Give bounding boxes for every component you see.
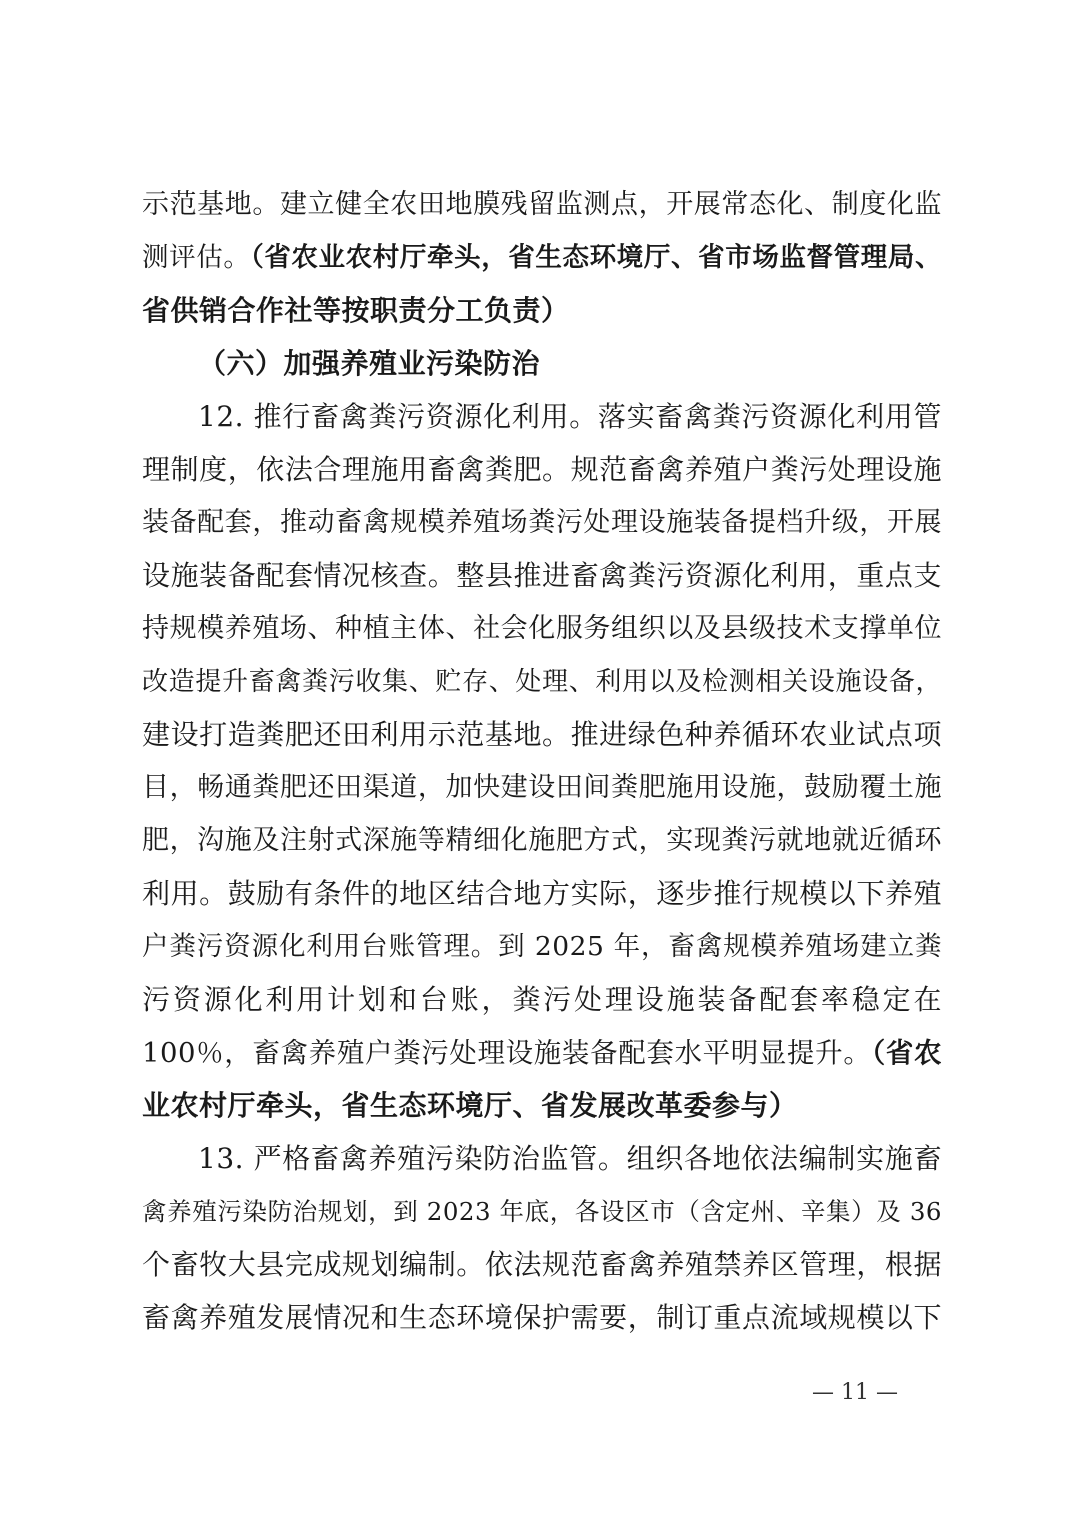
paragraph-line [142, 1298, 942, 1338]
section-heading-text: （六）加强养殖业污染防治 [198, 347, 541, 380]
page-number: — 11 — [812, 1380, 898, 1405]
paragraph-line [142, 715, 942, 755]
section-heading [198, 344, 942, 384]
line-text: 改造提升畜禽粪污收集、贮存、处理、利用以及检测相关设施设备， [142, 667, 942, 697]
responsibility-note: （省农 [871, 1037, 942, 1069]
line-text: 禽养殖污染防治规划，到 2023 年底，各设区市（含定州、辛集）及 36 [142, 1197, 942, 1226]
line-text: 13. 严格畜禽养殖污染防治监管。组织各地依法编制实施畜 [198, 1142, 942, 1175]
line-text: 测评估。 [142, 242, 251, 273]
paragraph-line [142, 1245, 942, 1285]
paragraph-line [142, 1192, 942, 1232]
paragraph-line [142, 980, 942, 1020]
paragraph-line [142, 1086, 942, 1126]
line-text: 个畜牧大县完成规划编制。依法规范畜禽养殖禁养区管理，根据 [142, 1248, 942, 1281]
line-text: 示范基地。建立健全农田地膜残留监测点，开展常态化、制度化监 [142, 189, 942, 220]
line-text: 装备配套，推动畜禽规模养殖场粪污处理设施装备提档升级，开展 [142, 507, 942, 538]
line-text: 利用。鼓励有条件的地区结合地方实际，逐步推行规模以下养殖 [142, 877, 942, 910]
paragraph-line [142, 238, 942, 278]
line-text: 持规模养殖场、种植主体、社会化服务组织以及县级技术支撑单位 [142, 613, 942, 644]
paragraph-line [142, 927, 942, 967]
paragraph-line [142, 450, 942, 490]
paragraph-line [198, 397, 942, 437]
paragraph-line [142, 291, 942, 331]
paragraph-line [142, 821, 942, 861]
line-text: 理制度，依法合理施用畜禽粪肥。规范畜禽养殖户粪污处理设施 [142, 453, 942, 486]
line-text: 设施装备配套情况核查。整县推进畜禽粪污资源化利用，重点支 [142, 559, 942, 592]
paragraph-line [142, 874, 942, 914]
paragraph-line [198, 1139, 942, 1179]
responsibility-note: 省供销合作社等按职责分工负责） [142, 294, 570, 327]
line-text: 目，畅通粪肥还田渠道，加快建设田间粪肥施用设施，鼓励覆土施 [142, 772, 942, 803]
paragraph-line [142, 556, 942, 596]
line-text: 100％，畜禽养殖户粪污处理设施装备配套水平明显提升。 [142, 1037, 872, 1069]
line-text: 肥，沟施及注射式深施等精细化施肥方式，实现粪污就地就近循环 [142, 825, 942, 856]
line-text: 户粪污资源化利用台账管理。到 2025 年，畜禽规模养殖场建立粪 [142, 931, 942, 962]
paragraph-line [142, 185, 942, 225]
paragraph-line [142, 609, 942, 649]
responsibility-note: 业农村厅牵头，省生态环境厅、省发展改革委参与） [142, 1089, 798, 1122]
paragraph-line [142, 1033, 942, 1073]
paragraph-line [142, 662, 942, 702]
paragraph-line [142, 768, 942, 808]
line-text: 建设打造粪肥还田利用示范基地。推进绿色种养循环农业试点项 [142, 718, 942, 751]
responsibility-note: （省农业农村厅牵头，省生态环境厅、省市场监督管理局、 [250, 242, 942, 273]
line-text: 畜禽养殖发展情况和生态环境保护需要，制订重点流域规模以下 [142, 1301, 942, 1334]
paragraph-line [142, 503, 942, 543]
line-text: 12. 推行畜禽粪污资源化利用。落实畜禽粪污资源化利用管 [198, 400, 942, 433]
line-text: 污资源化利用计划和台账，粪污处理设施装备配套率稳定在 [142, 983, 942, 1016]
